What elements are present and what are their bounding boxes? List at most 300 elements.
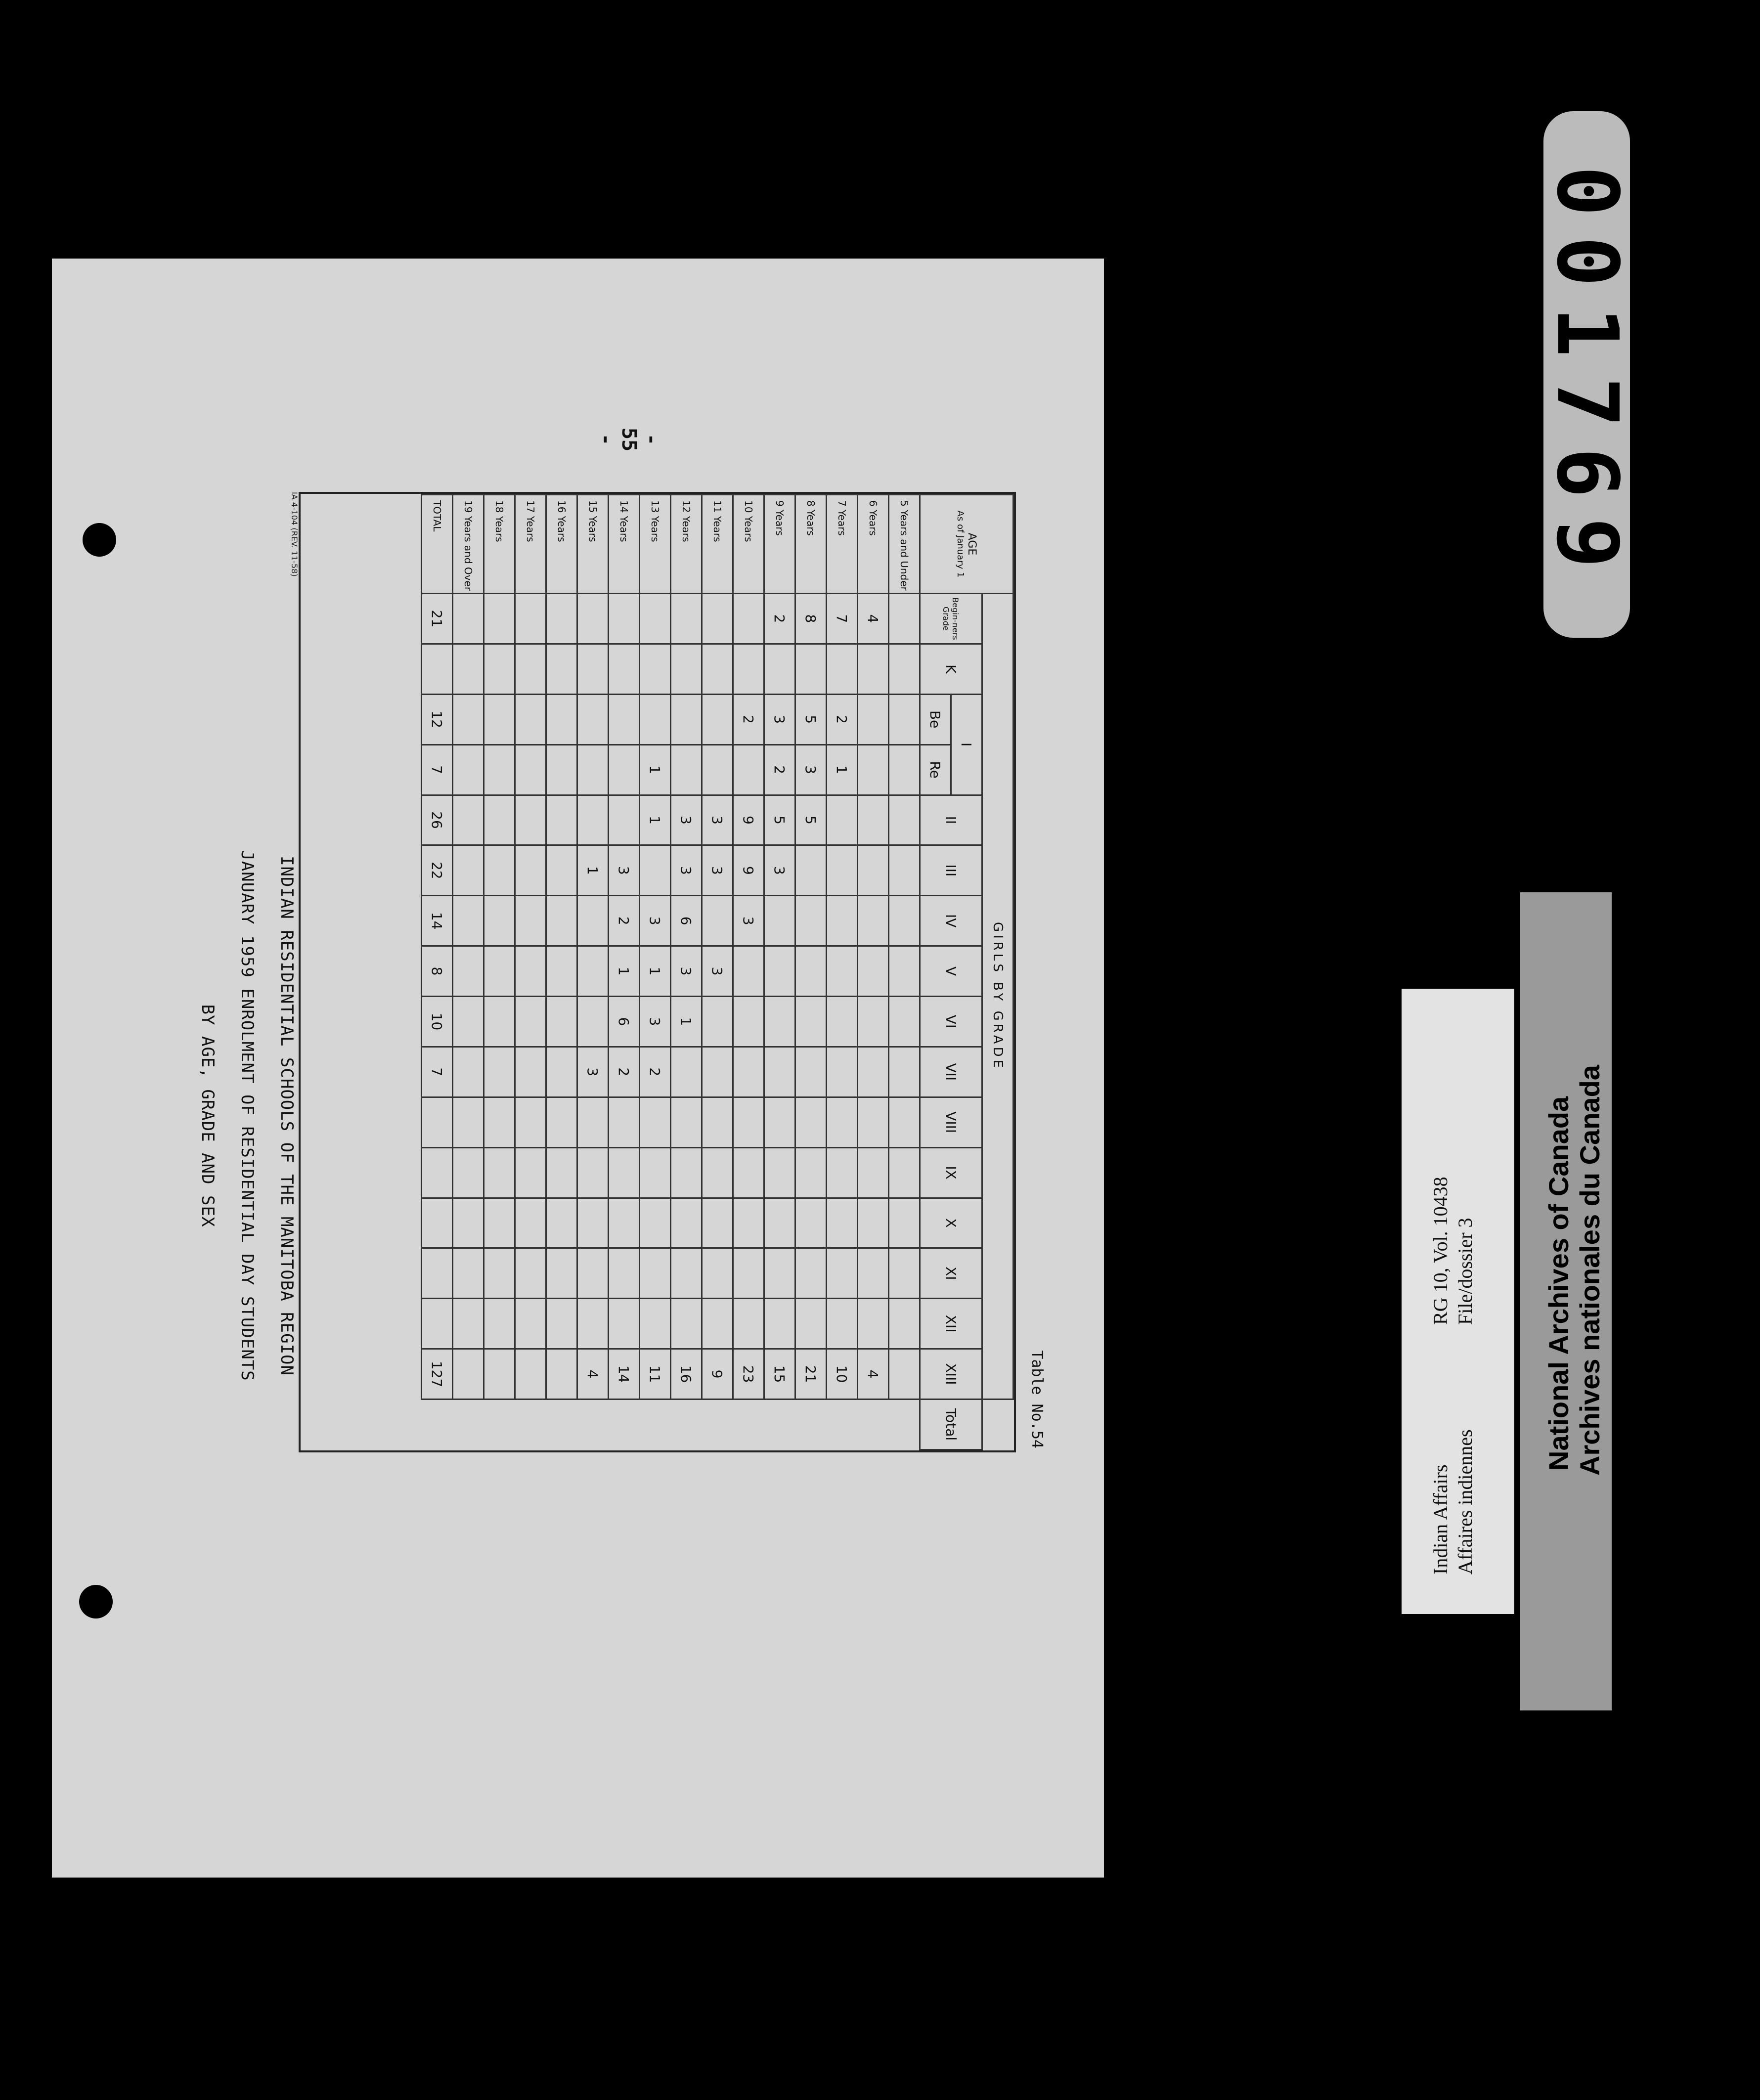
enrolment-cell bbox=[453, 997, 484, 1047]
enrolment-cell: 26 bbox=[422, 795, 453, 845]
enrolment-cell bbox=[546, 644, 577, 694]
enrolment-cell bbox=[733, 1299, 764, 1349]
enrolment-cell bbox=[702, 694, 733, 744]
enrolment-cell bbox=[515, 1299, 546, 1349]
grade-header: III bbox=[920, 845, 982, 896]
enrolment-cell bbox=[577, 694, 609, 744]
enrolment-cell bbox=[640, 594, 671, 644]
grade-header: V bbox=[920, 946, 982, 997]
enrolment-cell bbox=[795, 946, 827, 997]
enrolment-cell bbox=[889, 997, 920, 1047]
enrolment-cell: 2 bbox=[764, 744, 795, 795]
grade-header: II bbox=[920, 795, 982, 845]
enrolment-cell: 3 bbox=[577, 1047, 609, 1097]
row-total-cell: 9 bbox=[702, 1349, 733, 1400]
enrolment-cell bbox=[764, 1097, 795, 1147]
row-total-cell: 16 bbox=[671, 1349, 702, 1400]
enrolment-cell: 1 bbox=[609, 946, 640, 997]
enrolment-cell bbox=[609, 744, 640, 795]
enrolment-cell bbox=[484, 594, 515, 644]
table-row bbox=[515, 495, 546, 1450]
enrolment-cell bbox=[484, 795, 515, 845]
enrolment-cell bbox=[546, 1047, 577, 1097]
enrolment-cell bbox=[577, 594, 609, 644]
enrolment-cell bbox=[546, 896, 577, 946]
enrolment-cell bbox=[702, 1248, 733, 1299]
enrolment-cell: 8 bbox=[795, 594, 827, 644]
enrolment-cell: 3 bbox=[671, 795, 702, 845]
enrolment-cell bbox=[764, 896, 795, 946]
enrolment-cell bbox=[764, 1147, 795, 1198]
enrolment-cell bbox=[858, 997, 889, 1047]
enrolment-cell bbox=[515, 594, 546, 644]
grade-header: VI bbox=[920, 997, 982, 1047]
enrolment-cell bbox=[484, 896, 515, 946]
enrolment-cell bbox=[733, 1047, 764, 1097]
enrolment-cell bbox=[515, 1147, 546, 1198]
enrolment-cell bbox=[764, 1299, 795, 1349]
enrolment-cell bbox=[515, 694, 546, 744]
enrolment-cell bbox=[795, 845, 827, 896]
enrolment-cell bbox=[671, 594, 702, 644]
enrolment-cell bbox=[453, 1047, 484, 1097]
enrolment-table bbox=[299, 492, 1016, 1452]
enrolment-cell bbox=[515, 1248, 546, 1299]
enrolment-cell bbox=[453, 694, 484, 744]
enrolment-cell bbox=[671, 1248, 702, 1299]
enrolment-cell: 3 bbox=[702, 946, 733, 997]
table-number: Table No.54 bbox=[1028, 1350, 1046, 1448]
enrolment-cell: 2 bbox=[609, 896, 640, 946]
enrolment-cell bbox=[795, 1198, 827, 1248]
age-cell: 17 Years bbox=[515, 495, 546, 594]
enrolment-cell bbox=[858, 694, 889, 744]
enrolment-cell: 10 bbox=[422, 997, 453, 1047]
enrolment-cell bbox=[702, 744, 733, 795]
enrolment-cell bbox=[640, 1299, 671, 1349]
table-container bbox=[290, 492, 1046, 1448]
enrolment-cell bbox=[515, 795, 546, 845]
enrolment-cell bbox=[889, 1299, 920, 1349]
enrolment-cell bbox=[764, 1047, 795, 1097]
age-cell: 9 Years bbox=[764, 495, 795, 594]
enrolment-cell bbox=[795, 1147, 827, 1198]
enrolment-cell bbox=[795, 997, 827, 1047]
enrolment-cell bbox=[640, 1147, 671, 1198]
enrolment-cell bbox=[609, 795, 640, 845]
page-number: - 55 - bbox=[595, 427, 663, 452]
enrolment-cell bbox=[577, 997, 609, 1047]
enrolment-cell bbox=[764, 1248, 795, 1299]
enrolment-cell bbox=[515, 896, 546, 946]
age-cell: 8 Years bbox=[795, 495, 827, 594]
row-total-cell: 15 bbox=[764, 1349, 795, 1400]
enrolment-cell bbox=[546, 845, 577, 896]
enrolment-cell bbox=[858, 644, 889, 694]
enrolment-cell bbox=[515, 644, 546, 694]
enrolment-cell bbox=[858, 795, 889, 845]
age-subtitle: As of January 1 bbox=[955, 510, 966, 578]
enrolment-cell bbox=[827, 1047, 858, 1097]
enrolment-cell bbox=[546, 1248, 577, 1299]
enrolment-cell: 7 bbox=[422, 1047, 453, 1097]
age-cell: 18 Years bbox=[484, 495, 515, 594]
row-total-cell: 14 bbox=[609, 1349, 640, 1400]
age-header bbox=[920, 495, 1013, 594]
enrolment-cell bbox=[546, 694, 577, 744]
enrolment-cell bbox=[889, 946, 920, 997]
enrolment-cell bbox=[858, 1299, 889, 1349]
row-total-cell: 4 bbox=[858, 1349, 889, 1400]
age-cell: 15 Years bbox=[577, 495, 609, 594]
table-row bbox=[795, 495, 827, 1450]
enrolment-cell bbox=[827, 1248, 858, 1299]
enrolment-cell bbox=[702, 1047, 733, 1097]
enrolment-cell bbox=[484, 1047, 515, 1097]
enrolment-cell bbox=[858, 744, 889, 795]
enrolment-cell bbox=[702, 1198, 733, 1248]
enrolment-cell: 1 bbox=[640, 795, 671, 845]
enrolment-cell bbox=[609, 1248, 640, 1299]
age-cell: 16 Years bbox=[546, 495, 577, 594]
age-cell: 6 Years bbox=[858, 495, 889, 594]
enrolment-cell: 3 bbox=[609, 845, 640, 896]
enrolment-cell bbox=[609, 1198, 640, 1248]
enrolment-cell bbox=[484, 744, 515, 795]
age-cell: 12 Years bbox=[671, 495, 702, 594]
enrolment-cell bbox=[889, 795, 920, 845]
enrolment-cell bbox=[453, 795, 484, 845]
enrolment-cell bbox=[640, 1248, 671, 1299]
enrolment-cell bbox=[453, 1198, 484, 1248]
enrolment-cell bbox=[640, 694, 671, 744]
enrolment-cell: 1 bbox=[671, 997, 702, 1047]
enrolment-cell bbox=[484, 997, 515, 1047]
row-total-cell: 10 bbox=[827, 1349, 858, 1400]
enrolment-cell bbox=[484, 845, 515, 896]
enrolment-cell: 5 bbox=[764, 795, 795, 845]
enrolment-cell bbox=[422, 1198, 453, 1248]
enrolment-cell bbox=[546, 1147, 577, 1198]
enrolment-cell bbox=[827, 845, 858, 896]
age-cell: 5 Years and Under bbox=[889, 495, 920, 594]
enrolment-cell bbox=[422, 1147, 453, 1198]
enrolment-cell: 3 bbox=[702, 845, 733, 896]
enrolment-cell bbox=[671, 744, 702, 795]
enrolment-cell bbox=[546, 1198, 577, 1248]
form-footnote: IA 4-104 (REV. 11-58) bbox=[290, 492, 299, 577]
grade-header: XI bbox=[920, 1248, 982, 1299]
enrolment-cell: 3 bbox=[733, 896, 764, 946]
enrolment-cell bbox=[827, 1198, 858, 1248]
table-row bbox=[453, 495, 484, 1450]
enrolment-cell: 7 bbox=[422, 744, 453, 795]
enrolment-cell bbox=[640, 644, 671, 694]
table-row bbox=[889, 495, 920, 1450]
enrolment-cell bbox=[795, 896, 827, 946]
enrolment-cell bbox=[577, 1248, 609, 1299]
table-row bbox=[577, 495, 609, 1450]
grade-header: VII bbox=[920, 1047, 982, 1097]
enrolment-cell bbox=[827, 644, 858, 694]
archive-label-card bbox=[1402, 989, 1514, 1614]
enrolment-cell bbox=[827, 795, 858, 845]
grade-header: X bbox=[920, 1198, 982, 1248]
enrolment-cell bbox=[453, 845, 484, 896]
enrolment-cell bbox=[609, 644, 640, 694]
title-line-2: JANUARY 1959 ENROLMENT OF RESIDENTIAL DAY STUDENTS bbox=[237, 850, 257, 1381]
enrolment-cell bbox=[546, 946, 577, 997]
enrolment-cell bbox=[577, 644, 609, 694]
age-cell: 7 Years bbox=[827, 495, 858, 594]
enrolment-cell bbox=[515, 1047, 546, 1097]
age-cell: 11 Years bbox=[702, 495, 733, 594]
enrolment-cell bbox=[609, 594, 640, 644]
table-row bbox=[858, 495, 889, 1450]
enrolment-cell bbox=[453, 1248, 484, 1299]
enrolment-cell bbox=[795, 1248, 827, 1299]
accession-stamp bbox=[1538, 111, 1636, 638]
enrolment-cell bbox=[827, 1299, 858, 1349]
enrolment-cell: 3 bbox=[671, 845, 702, 896]
archives-band bbox=[1520, 892, 1612, 1710]
title-line-1: INDIAN RESIDENTIAL SCHOOLS OF THE MANITOBA REGION bbox=[277, 855, 297, 1376]
enrolment-cell bbox=[453, 1097, 484, 1147]
enrolment-cell: 21 bbox=[422, 594, 453, 644]
enrolment-cell bbox=[764, 997, 795, 1047]
enrolment-cell bbox=[889, 1198, 920, 1248]
age-cell: 13 Years bbox=[640, 495, 671, 594]
enrolment-cell bbox=[733, 997, 764, 1047]
age-cell: 19 Years and Over bbox=[453, 495, 484, 594]
table-body bbox=[422, 495, 920, 1450]
row-total-cell bbox=[546, 1349, 577, 1400]
enrolment-cell: 6 bbox=[671, 896, 702, 946]
row-total-cell: 23 bbox=[733, 1349, 764, 1400]
age-cell: 10 Years bbox=[733, 495, 764, 594]
label-file-dossier: File/dossier 3 bbox=[1454, 1218, 1476, 1325]
table-row bbox=[609, 495, 640, 1450]
enrolment-cell bbox=[795, 644, 827, 694]
enrolment-cell: 1 bbox=[640, 744, 671, 795]
enrolment-cell: 3 bbox=[640, 896, 671, 946]
enrolment-cell bbox=[577, 744, 609, 795]
enrolment-cell bbox=[889, 644, 920, 694]
enrolment-cell bbox=[484, 946, 515, 997]
beginners-header: Begin-ners Grade bbox=[920, 594, 982, 644]
enrolment-cell: 9 bbox=[733, 795, 764, 845]
enrolment-cell bbox=[733, 1147, 764, 1198]
enrolment-cell bbox=[858, 1147, 889, 1198]
enrolment-cell bbox=[577, 795, 609, 845]
enrolment-cell bbox=[577, 1299, 609, 1349]
enrolment-cell bbox=[515, 997, 546, 1047]
grade-group-header: GIRLS BY GRADE bbox=[982, 594, 1013, 1400]
grade-header: XIII bbox=[920, 1349, 982, 1400]
enrolment-cell bbox=[577, 1147, 609, 1198]
row-total-cell bbox=[453, 1349, 484, 1400]
enrolment-cell bbox=[453, 744, 484, 795]
enrolment-cell bbox=[609, 1097, 640, 1147]
enrolment-cell bbox=[671, 1047, 702, 1097]
row-total-cell bbox=[889, 1349, 920, 1400]
enrolment-cell bbox=[453, 946, 484, 997]
enrolment-cell bbox=[671, 1097, 702, 1147]
enrolment-cell: 1 bbox=[640, 946, 671, 997]
enrolment-cell bbox=[515, 1097, 546, 1147]
enrolment-cell bbox=[764, 946, 795, 997]
enrolment-cell bbox=[671, 644, 702, 694]
enrolment-cell bbox=[609, 1147, 640, 1198]
enrolment-cell bbox=[484, 1097, 515, 1147]
enrolment-cell bbox=[702, 644, 733, 694]
enrolment-cell bbox=[484, 1198, 515, 1248]
enrolment-cell bbox=[484, 1147, 515, 1198]
enrolment-cell: 6 bbox=[609, 997, 640, 1047]
enrolment-cell bbox=[827, 1147, 858, 1198]
enrolment-cell bbox=[889, 1097, 920, 1147]
enrolment-cell bbox=[515, 946, 546, 997]
enrolment-cell bbox=[453, 644, 484, 694]
enrolment-cell: 3 bbox=[795, 744, 827, 795]
archives-name-en: National Archives of Canada bbox=[1543, 1096, 1574, 1471]
enrolment-cell bbox=[422, 1248, 453, 1299]
enrolment-cell bbox=[827, 1097, 858, 1147]
enrolment-cell: 3 bbox=[702, 795, 733, 845]
enrolment-cell bbox=[764, 1198, 795, 1248]
enrolment-cell bbox=[484, 694, 515, 744]
enrolment-cell bbox=[422, 1097, 453, 1147]
enrolment-cell bbox=[733, 946, 764, 997]
enrolment-cell bbox=[453, 896, 484, 946]
enrolment-cell bbox=[546, 594, 577, 644]
enrolment-cell bbox=[889, 744, 920, 795]
enrolment-cell: 8 bbox=[422, 946, 453, 997]
enrolment-cell: 2 bbox=[827, 694, 858, 744]
table-row bbox=[702, 495, 733, 1450]
table-row bbox=[764, 495, 795, 1450]
enrolment-cell bbox=[702, 1097, 733, 1147]
label-affaires-indiennes: Affaires indiennes bbox=[1454, 1429, 1476, 1575]
enrolment-cell bbox=[702, 896, 733, 946]
enrolment-cell: 22 bbox=[422, 845, 453, 896]
enrolment-cell bbox=[422, 1299, 453, 1349]
enrolment-cell bbox=[546, 1299, 577, 1349]
enrolment-cell: 3 bbox=[640, 997, 671, 1047]
enrolment-cell bbox=[702, 1147, 733, 1198]
enrolment-cell bbox=[889, 1047, 920, 1097]
enrolment-cell bbox=[640, 1097, 671, 1147]
enrolment-cell: 2 bbox=[733, 694, 764, 744]
enrolment-cell bbox=[453, 1147, 484, 1198]
enrolment-cell bbox=[795, 1299, 827, 1349]
stamp-number: 001769 bbox=[1538, 166, 1636, 588]
table-row bbox=[484, 495, 515, 1450]
enrolment-cell bbox=[889, 594, 920, 644]
enrolment-cell bbox=[515, 1198, 546, 1248]
enrolment-cell: 1 bbox=[827, 744, 858, 795]
total-label: TOTAL bbox=[422, 495, 453, 594]
enrolment-cell bbox=[733, 644, 764, 694]
table-row bbox=[640, 495, 671, 1450]
k-header: K bbox=[920, 644, 982, 694]
enrolment-cell bbox=[889, 694, 920, 744]
enrolment-cell bbox=[889, 845, 920, 896]
enrolment-cell bbox=[795, 1047, 827, 1097]
re-header: Re bbox=[920, 744, 951, 795]
enrolment-cell bbox=[671, 694, 702, 744]
title-line-3: BY AGE, GRADE AND SEX bbox=[198, 1004, 218, 1227]
enrolment-cell: 3 bbox=[764, 694, 795, 744]
enrolment-cell bbox=[827, 997, 858, 1047]
enrolment-cell bbox=[546, 997, 577, 1047]
enrolment-cell bbox=[795, 1097, 827, 1147]
enrolment-cell bbox=[546, 744, 577, 795]
total-header: Total bbox=[920, 1400, 982, 1450]
table-row bbox=[671, 495, 702, 1450]
grade-header: XII bbox=[920, 1299, 982, 1349]
enrolment-cell bbox=[733, 1097, 764, 1147]
enrolment-cell: 2 bbox=[640, 1047, 671, 1097]
enrolment-cell bbox=[671, 1299, 702, 1349]
enrolment-cell: 7 bbox=[827, 594, 858, 644]
enrolment-cell bbox=[577, 946, 609, 997]
enrolment-cell bbox=[733, 594, 764, 644]
enrolment-cell: 2 bbox=[609, 1047, 640, 1097]
grade-header: IV bbox=[920, 896, 982, 946]
enrolment-cell: 5 bbox=[795, 795, 827, 845]
enrolment-cell: 5 bbox=[795, 694, 827, 744]
enrolment-cell bbox=[858, 845, 889, 896]
enrolment-cell bbox=[671, 1198, 702, 1248]
age-title: AGE bbox=[966, 532, 978, 556]
enrolment-cell: 14 bbox=[422, 896, 453, 946]
enrolment-cell bbox=[702, 1299, 733, 1349]
enrolment-cell bbox=[484, 1299, 515, 1349]
row-total-cell: 21 bbox=[795, 1349, 827, 1400]
enrolment-cell bbox=[858, 946, 889, 997]
total-row bbox=[422, 495, 453, 1450]
age-cell: 14 Years bbox=[609, 495, 640, 594]
enrolment-cell bbox=[733, 744, 764, 795]
enrolment-cell bbox=[515, 744, 546, 795]
enrolment-cell bbox=[889, 896, 920, 946]
label-rg-reference: RG 10, Vol. 10438 bbox=[1429, 1177, 1452, 1325]
enrolment-cell: 3 bbox=[764, 845, 795, 896]
enrolment-cell: 3 bbox=[671, 946, 702, 997]
enrolment-cell bbox=[827, 946, 858, 997]
enrolment-cell: 1 bbox=[577, 845, 609, 896]
enrolment-cell bbox=[484, 1248, 515, 1299]
be-header: Be bbox=[920, 694, 951, 744]
enrolment-cell bbox=[515, 845, 546, 896]
enrolment-cell bbox=[858, 1198, 889, 1248]
row-total-cell: 4 bbox=[577, 1349, 609, 1400]
table-row bbox=[546, 495, 577, 1450]
enrolment-cell bbox=[577, 1198, 609, 1248]
table-row bbox=[827, 495, 858, 1450]
enrolment-cell: 12 bbox=[422, 694, 453, 744]
enrolment-cell bbox=[484, 644, 515, 694]
enrolment-cell bbox=[546, 795, 577, 845]
grade-header: VIII bbox=[920, 1097, 982, 1147]
enrolment-cell bbox=[640, 1198, 671, 1248]
grade-i-header: I bbox=[951, 694, 982, 795]
enrolment-cell bbox=[858, 896, 889, 946]
enrolment-cell bbox=[827, 896, 858, 946]
row-total-cell bbox=[515, 1349, 546, 1400]
row-total-cell: 127 bbox=[422, 1349, 453, 1400]
